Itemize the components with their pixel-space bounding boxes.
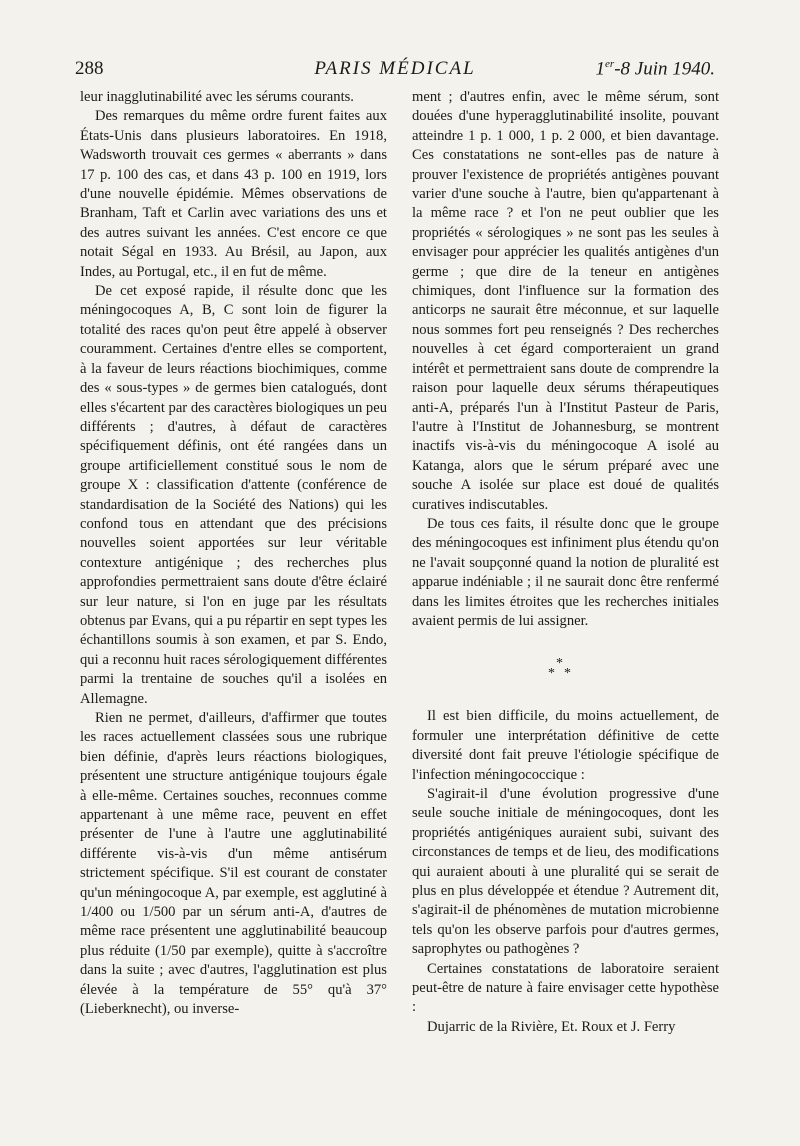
paragraph: leur inagglutinabilité avec les sérums courants. [80, 89, 354, 105]
asterisk: * [564, 666, 571, 682]
running-header [75, 58, 715, 88]
asterisk: * [556, 656, 563, 672]
paragraph: ment ; d'autres enfin, avec le même sérum, sont douées d'une hyperagglutinabilité insolite, pouvant atteindre 1 p. 1 000, 1 p. 2 000, et bien davantage. Ces constatations ne sont-elles pas de nature à prouver l'existence de propriétés antigènes pouvant varier d'une souche à l'autre, bien qu'appartenant à la même race ? et l'on ne peut oublier que les propriétés « sérologiques » ne sont pas les seules à envisager pour apprécier les qualités antigènes d'un germe ; que dire de la teneur en antigènes chimiques, dont l'influence sur la formation des anticorps ne saurait être méconnue, et sur laquelle nous sommes fort peu renseignés ? Des recherches nouvelles à cet égard comporteraient un grand intérêt et permettraient sans doute de comprendre la raison pour laquelle deux sérums thérapeutiques anti-A, préparés l'un à l'Institut Pasteur de Paris, l'autre à l'Institut de Johannesburg, se montrent inactifs vis-à-vis du méningocoque A isolé au Katanga, alors que le sérum préparé avec une souche A isolée sur place est doué de qualités curatives indiscutables. [412, 89, 719, 513]
issue-date: 1er-8 Juin 1940. [595, 58, 715, 80]
right-column [412, 88, 719, 1037]
ordinal-suffix: er [605, 58, 615, 70]
paragraph: De tous ces faits, il résulte donc que le groupe des méningocoques est infiniment plus étendu qu'on ne l'avait soupçonné quand la notion de pluralité est apparue indéniable ; il ne saurait donc être renfermé dans les limites étroites que les recherches initiales avaient permis de lui assigner. [412, 515, 719, 629]
left-column [80, 88, 387, 1020]
paragraph: Des remarques du même ordre furent faites aux États-Unis dans plusieurs laboratoires. En 1918, Wadsworth trouvait ces germes « aberrants » dans 17 p. 100 des cas, et dans 43 p. 100 en 1919, lors d'une nouvelle épidémie. Mêmes observations de Branham, Taft et Carlin avec variations des uns et des autres suivant les années. C'est encore ce que notait Ségal en 1933. Au Brésil, au Japon, aux Indes, au Portugal, etc., il en fut de même. [80, 108, 387, 280]
journal-title: PARIS MÉDICAL [314, 58, 476, 79]
paragraph: Certaines constatations de laboratoire seraient peut-être de nature à faire envisager cette hypothèse : [412, 960, 719, 1016]
paragraph: Rien ne permet, d'ailleurs, d'affirmer que toutes les races actuellement classées sous une rubrique bien définie, d'après leurs réactions biologiques, présentent une structure antigénique toujours égale à elle-même. Certaines souches, reconnues comme appartenant à une même race, peuvent en effet présenter de l'une à l'autre une agglutinabilité différente vis-à-vis d'un même antisérum strictement spécifique. S'il est courant de constater qu'un méningocoque A, par exemple, est agglutiné à 1/400 ou 1/500 par un sérum anti-A, d'autres de même race présentent une agglutinabilité beaucoup plus réduite (1/50 par exemple), quitte à s'accroître dans la suite ; avec d'autres, l'agglutination est plus élevée à la température de 55° qu'à 37° (Lieberknecht), ou inverse- [80, 710, 387, 1018]
paragraph: S'agirait-il d'une évolution progressive d'une seule souche initiale de méningocoques, dont les propriétés antigéniques auraient subi, suivant des circonstances de temps et de lieu, des modifications qui auraient abouti à une pluralité qui se serait de plus en plus développée et étendue ? Autrement dit, s'agirait-il de phénomènes de mutation microbienne tels qu'on les observe parfois pour d'autres germes, saprophytes ou pathogènes ? [412, 786, 719, 958]
author-line: Dujarric de la Rivière, Et. Roux et J. Ferry [427, 1018, 676, 1035]
page-number: 288 [75, 58, 104, 79]
section-separator [412, 653, 719, 693]
asterisk: * [548, 666, 555, 682]
paragraph: Il est bien difficile, du moins actuellement, de formuler une interprétation définitive de cette diversité dont fait preuve l'étiologie spécifique de l'infection méningococcique : [412, 708, 719, 783]
paragraph: De cet exposé rapide, il résulte donc que les méningocoques A, B, C sont loin de figurer la totalité des races qu'on peut être appelé à observer couramment. Certaines d'entre elles se comportent, à la faveur de leurs réactions biochimiques, comme des « sous-types » de germes bien catalogués, dont elles s'écartent par des caractères biologiques un peu différents ; d'autres, à défaut de caractères spécifiquement définis, ont été rangées dans un groupe artificiellement constitué sous le nom de groupe X : classification d'attente (conférence de standardisation de la Société des Nations) qui les confond tous en attendant que des précisions nouvelles soient apportées sur leur véritable contexture antigénique ; des recherches plus approfondies permettraient sans doute d'être éclairé sur leur nature, si l'on en juge par les résultats obtenus par Evans, qui a pu répartir en sept types les échantillons soumis à son examen, et par S. Endo, qui a reconnu huit races sérologiquement différentes parmi la trentaine de souches qu'il a isolées en Allemagne. [80, 283, 387, 707]
